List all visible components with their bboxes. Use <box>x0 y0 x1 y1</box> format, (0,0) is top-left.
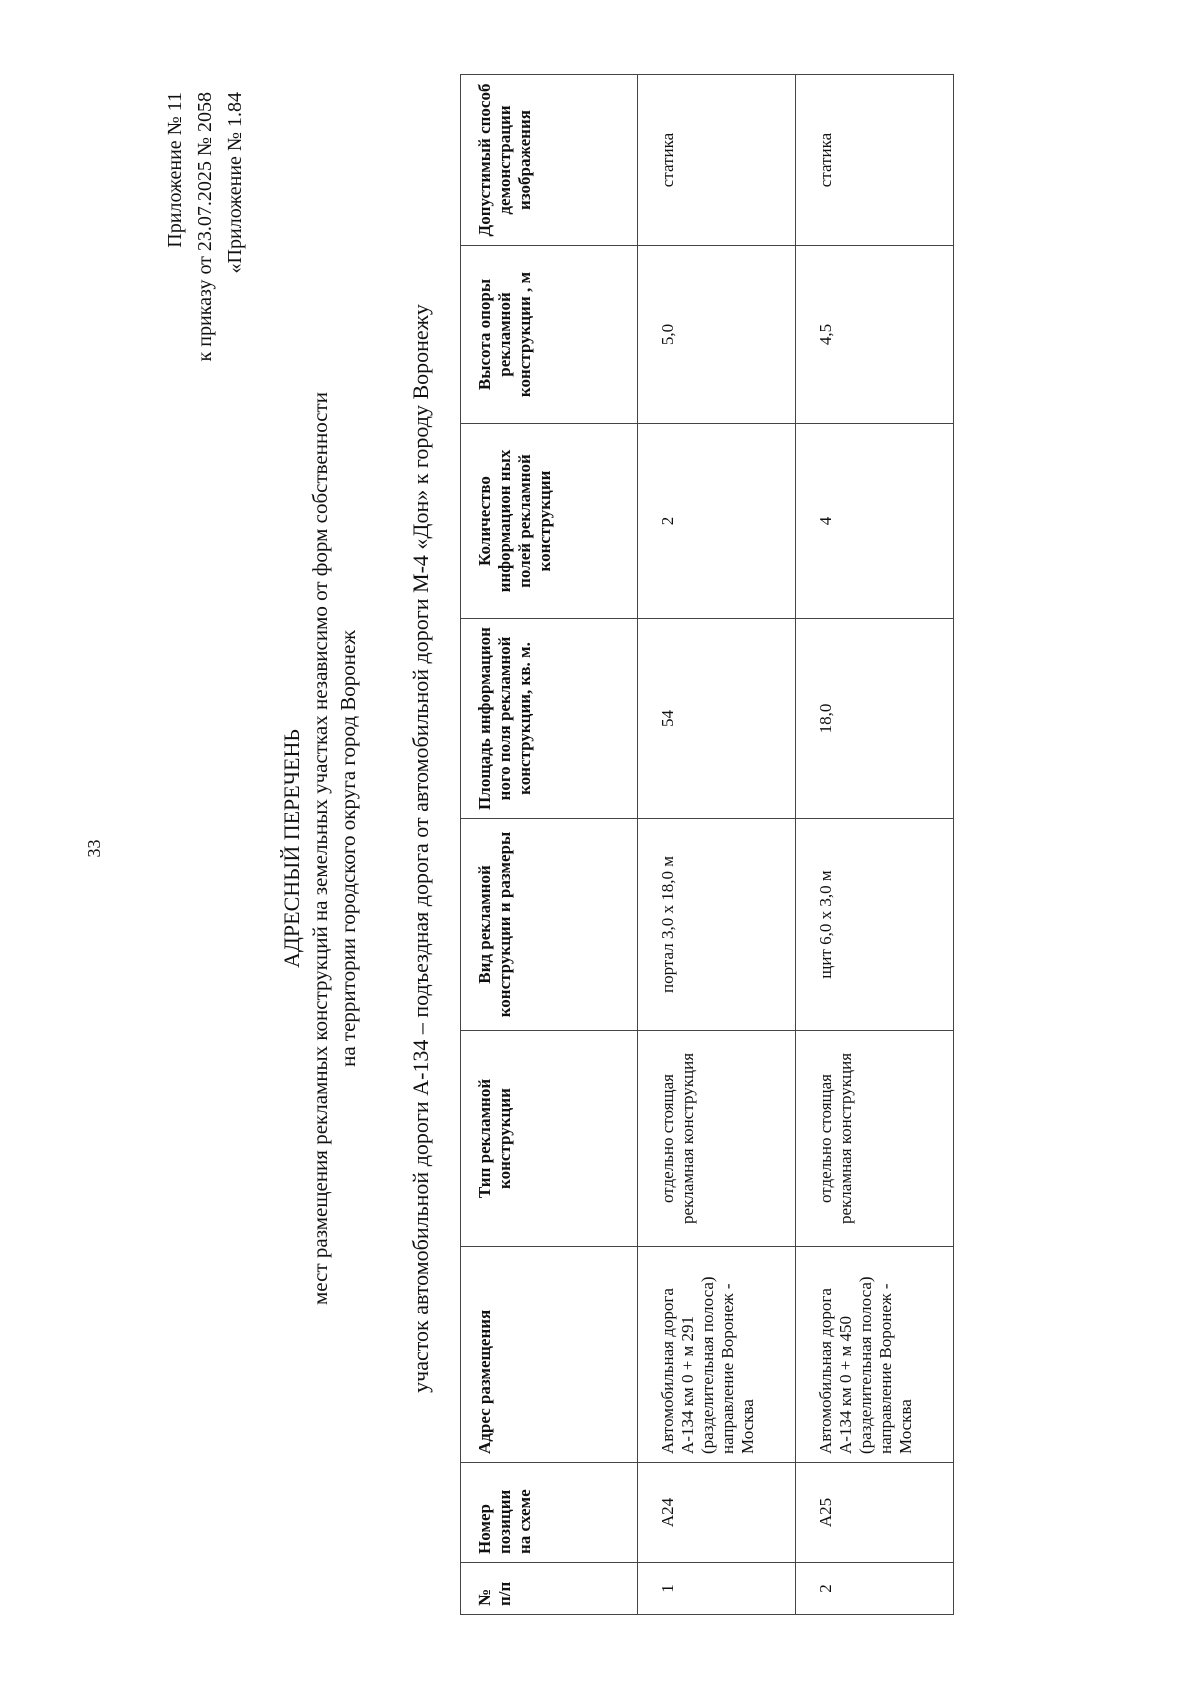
address-register-table <box>460 74 954 1615</box>
cell-row-number: 2 <box>796 1563 954 1615</box>
title-territory: на территории городского округа город Воронеж <box>336 630 360 1067</box>
cell-support-height: 5,0 <box>638 246 796 424</box>
cell-info-field-area: 54 <box>638 619 796 819</box>
section-title: участок автомобильной дороги А-134 – подъездная дорога от автомобильной дороги М-4 «Дон» к городу Воронежу <box>408 304 433 1393</box>
cell-info-field-area: 18,0 <box>796 619 954 819</box>
cell-info-field-count: 2 <box>638 424 796 619</box>
header-info-field-area: Площадь информацион ного поля рекламной конструкции, кв. м. <box>461 619 638 819</box>
cell-position-number: А25 <box>796 1463 954 1563</box>
cell-construction-type: отдельно стоящая рекламная конструкция <box>796 1031 954 1247</box>
header-row-number: № п/п <box>461 1563 638 1615</box>
sub-appendix-number: «Приложение № 1.84 <box>224 92 246 274</box>
cell-display-method: статика <box>638 75 796 246</box>
header-support-height: Высота опоры рекламной конструкции , м <box>461 246 638 424</box>
header-address: Адрес размещения <box>461 1247 638 1463</box>
page-number: 33 <box>84 839 104 858</box>
table-row <box>796 75 954 1615</box>
header-position-number: Номер позиции на схеме <box>461 1463 638 1563</box>
cell-address: Автомобильная дорога А-134 км 0 + м 291 (разделительная полоса) направление Воронеж - Москва <box>638 1247 796 1463</box>
header-construction-kind-size: Вид рекламной конструкции и размеры <box>461 819 638 1031</box>
appendix-reference <box>160 92 250 361</box>
table-row <box>638 75 796 1615</box>
cell-display-method: статика <box>796 75 954 246</box>
cell-support-height: 4,5 <box>796 246 954 424</box>
cell-construction-type: отдельно стоящая рекламная конструкция <box>638 1031 796 1247</box>
cell-construction-kind-size: портал 3,0 х 18,0 м <box>638 819 796 1031</box>
title-main: АДРЕСНЫЙ ПЕРЕЧЕНЬ <box>279 729 304 968</box>
cell-row-number: 1 <box>638 1563 796 1615</box>
cell-address: Автомобильная дорога А-134 км 0 + м 450 (разделительная полоса) направление Воронеж - Москва <box>796 1247 954 1463</box>
table-header-row <box>461 75 638 1615</box>
document-title <box>278 0 362 1697</box>
header-info-field-count: Количество информацион ных полей рекламной конструкции <box>461 424 638 619</box>
title-subtitle: мест размещения рекламных конструкций на земельных участках независимо от форм собственности <box>308 392 332 1305</box>
header-display-method: Допустимый способ демонстрации изображения <box>461 75 638 246</box>
cell-construction-kind-size: щит 6,0 х 3,0 м <box>796 819 954 1031</box>
appendix-number: Приложение № 11 <box>164 92 186 248</box>
cell-position-number: А24 <box>638 1463 796 1563</box>
cell-info-field-count: 4 <box>796 424 954 619</box>
header-construction-type: Тип рекламной конструкции <box>461 1031 638 1247</box>
order-reference: к приказу от 23.07.2025 № 2058 <box>194 92 216 362</box>
